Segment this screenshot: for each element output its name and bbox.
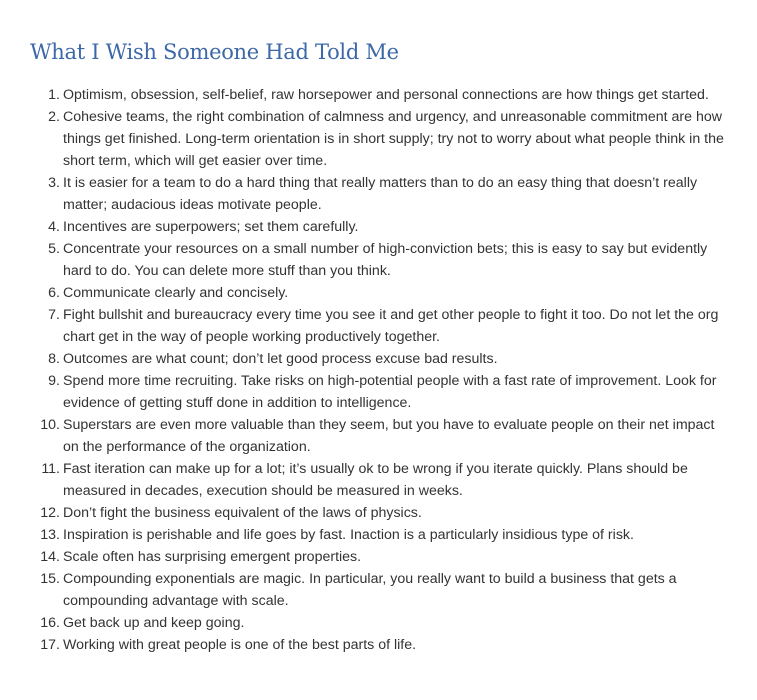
list-item-number: 14. (40, 549, 60, 565)
list-item-text: Compounding exponentials are magic. In particular, you really want to build a business that gets a compounding advantage with scale. (63, 571, 677, 609)
list-item (30, 282, 727, 304)
list-item-number: 7. (48, 307, 60, 323)
list-item (30, 348, 727, 370)
list-item (30, 304, 727, 348)
list-item (30, 238, 727, 282)
list-item-number: 6. (48, 285, 60, 301)
list-item-number: 9. (48, 373, 60, 389)
list-item (30, 216, 727, 238)
list-item-text: Superstars are even more valuable than they seem, but you have to evaluate people on their net impact on the performance of the organization. (63, 417, 715, 455)
list-item-number: 4. (48, 219, 60, 235)
list-item (30, 524, 727, 546)
list-item (30, 414, 727, 458)
list-item-text: Optimism, obsession, self-belief, raw horsepower and personal connections are how things get started. (63, 87, 709, 103)
list-item-number: 16. (40, 615, 60, 631)
list-item-text: Fast iteration can make up for a lot; it’s usually ok to be wrong if you iterate quickly. Plans should be measured in decades, execution should be measured in weeks. (63, 461, 688, 499)
list-item (30, 568, 727, 612)
list-item (30, 458, 727, 502)
list-item-text: Inspiration is perishable and life goes by fast. Inaction is a particularly insidious type of risk. (63, 527, 634, 543)
list-item (30, 502, 727, 524)
list-item (30, 172, 727, 216)
list-item-number: 8. (48, 351, 60, 367)
list-item (30, 370, 727, 414)
list-item-number: 13. (40, 527, 60, 543)
list-item-text: Working with great people is one of the best parts of life. (63, 637, 417, 653)
page-title: What I Wish Someone Had Told Me (30, 40, 399, 64)
list-item-text: It is easier for a team to do a hard thing that really matters than to do an easy thing that doesn’t really matter; audacious ideas motivate people. (63, 175, 698, 213)
list-item-number: 11. (41, 461, 60, 477)
list-item-text: Fight bullshit and bureaucracy every time you see it and get other people to fight it too. Do not let the org chart get in the way of people working productively together. (63, 307, 719, 345)
list-item-text: Concentrate your resources on a small number of high-conviction bets; this is easy to say but evidently hard to do. You can delete more stuff than you think. (63, 241, 708, 279)
list-item-text: Get back up and keep going. (63, 615, 245, 631)
list-item-number: 12. (40, 505, 60, 521)
list-item-text: Scale often has surprising emergent properties. (63, 549, 362, 565)
list-item-text: Cohesive teams, the right combination of calmness and urgency, and unreasonable commitment are how things get finished. Long-term orientation is in short supply; try not to worry about what people think in the short term, which will get easier over time. (63, 109, 724, 169)
list-item-text: Don’t fight the business equivalent of the laws of physics. (63, 505, 422, 521)
list-item-number: 3. (48, 175, 60, 191)
list-item (30, 612, 727, 634)
list-item (30, 634, 727, 656)
list-item-number: 17. (40, 637, 60, 653)
list-item-text: Outcomes are what count; don’t let good process excuse bad results. (63, 351, 498, 367)
list-item-number: 5. (48, 241, 60, 257)
list-item-text: Communicate clearly and concisely. (63, 285, 289, 301)
list-item-number: 1. (48, 87, 60, 103)
list-item (30, 546, 727, 568)
list-item-text: Spend more time recruiting. Take risks on high-potential people with a fast rate of improvement. Look for evidence of getting stuff done in addition to intelligence. (63, 373, 717, 411)
list-item (30, 84, 727, 106)
list-item-text: Incentives are superpowers; set them carefully. (63, 219, 359, 235)
list-item-number: 10. (40, 417, 60, 433)
list-item (30, 106, 727, 172)
numbered-list (30, 84, 727, 656)
list-item-number: 15. (40, 571, 60, 587)
list-item-number: 2. (48, 109, 60, 125)
